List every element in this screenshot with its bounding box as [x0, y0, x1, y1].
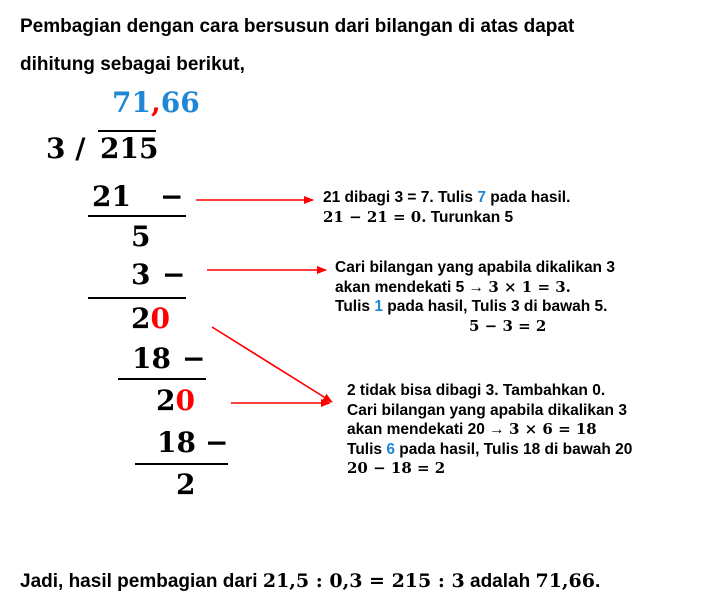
step2-minus: −: [162, 258, 186, 291]
step1-remainder: 5: [131, 220, 151, 253]
conclusion: [20, 570, 600, 593]
note2-line2-pre: akan mendekati 5 →: [335, 278, 489, 296]
conclusion-result: 71,66: [535, 570, 595, 592]
step1-subtrahend: 21: [92, 180, 131, 213]
dividend: 215: [100, 132, 159, 165]
note3-result-equation: 20 − 18 = 2: [347, 459, 446, 477]
note1-line1: [323, 188, 570, 208]
step3-added-zero: 0: [175, 384, 195, 417]
note2-line3-pre: Tulis: [335, 298, 375, 315]
note2-line1: Cari bilangan yang apabila dikalikan 3: [335, 259, 615, 276]
note3-equation: 3 × 6 = 18: [508, 420, 597, 438]
step2-remainder-digit: 2: [131, 302, 151, 335]
note2-line2: [335, 278, 615, 298]
note2-line3-post: pada hasil, Tulis 3 di bawah 5.: [382, 298, 608, 315]
note3-line2: Cari bilangan yang apabila dikalikan 3: [347, 401, 627, 419]
step4-minus: −: [205, 426, 229, 459]
note3-line4-pre: Tulis: [347, 440, 387, 458]
note1-digit-7: 7: [477, 189, 486, 206]
step2-added-zero: 0: [150, 302, 170, 335]
note3-line3: [347, 420, 632, 440]
intro-line-1: Pembagian dengan cara bersusun dari bilangan di atas dapat: [20, 16, 575, 37]
step4-subtrahend: 18: [157, 426, 196, 459]
step4-remainder: 2: [176, 468, 196, 501]
quotient-decimal: 66: [160, 86, 200, 119]
conclusion-pre: Jadi, hasil pembagian dari: [20, 571, 263, 592]
note3-line3-pre: akan mendekati 20 →: [347, 421, 509, 438]
note3-line1: 2 tidak bisa dibagi 3. Tambahkan 0.: [347, 382, 606, 399]
quotient-separator: ,: [150, 86, 161, 119]
note1-line2-text: Turunkan 5: [426, 208, 514, 226]
note3-line4-post: pada hasil, Tulis 18 di bawah 20: [394, 440, 633, 458]
note3-line4: [347, 440, 632, 460]
note2-digit-1: 1: [374, 298, 383, 315]
note1-equation: 21 − 21 = 0.: [323, 207, 427, 226]
step3-minus: −: [182, 342, 206, 375]
conclusion-mid: adalah: [464, 571, 536, 592]
note1: [323, 188, 570, 227]
intro-line-2: dihitung sebagai berikut,: [20, 54, 245, 75]
conclusion-period: .: [594, 571, 601, 592]
arrow-3: [212, 327, 332, 402]
note1-line1-pre: 21 dibagi 3 = 7. Tulis: [323, 189, 478, 206]
note1-line2: [323, 208, 570, 228]
note3-line5: [347, 459, 632, 479]
step3-remainder-digit: 2: [156, 384, 176, 417]
note2-line3: [335, 297, 615, 317]
conclusion-equation: 21,5 : 0,3 = 215 : 3: [262, 570, 465, 592]
step3-subtrahend: 18: [132, 342, 171, 375]
note2: [335, 258, 615, 336]
step1-minus: −: [160, 180, 184, 213]
quotient-integer: 71: [112, 86, 151, 119]
step2-subtrahend: 3: [131, 258, 151, 291]
note2-equation: 3 × 1 = 3.: [488, 277, 571, 296]
note1-line1-post: pada hasil.: [485, 189, 571, 206]
note2-line4: [335, 317, 615, 337]
divisor: 3 /: [46, 132, 86, 165]
note3: [347, 381, 632, 479]
note3-digit-6: 6: [386, 440, 395, 458]
note2-result-equation: 5 − 3 = 2: [469, 316, 547, 335]
